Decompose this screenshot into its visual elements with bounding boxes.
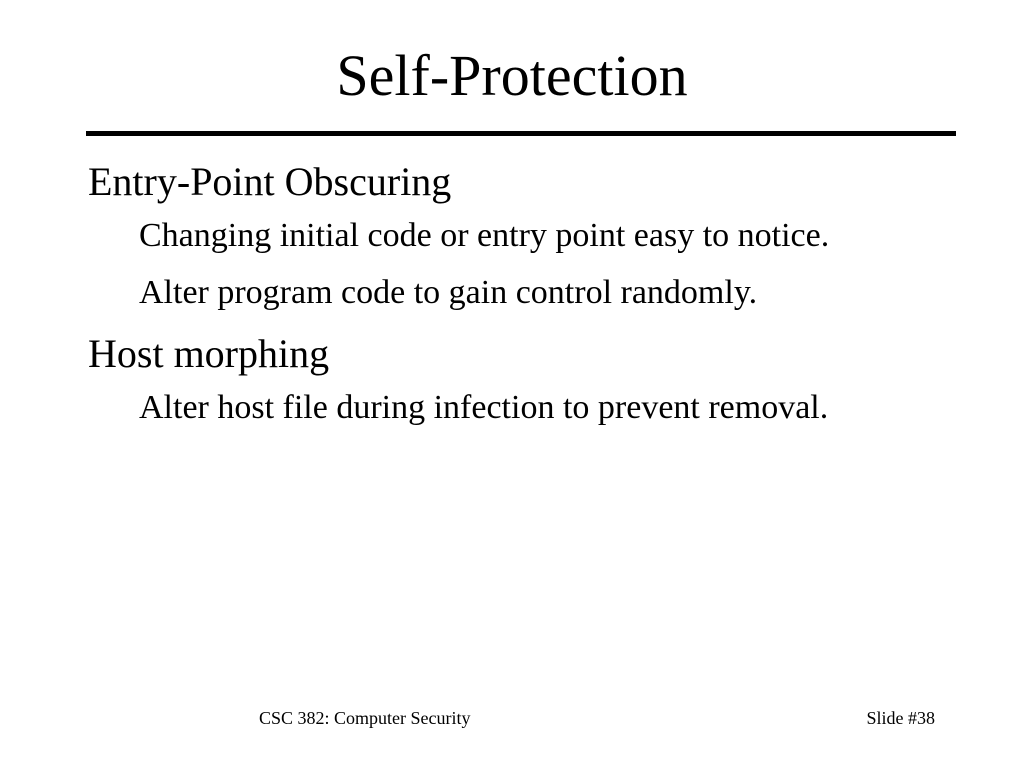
footer-slide-number: Slide #38: [866, 708, 935, 728]
slide-content: [88, 158, 968, 445]
section-heading: Entry-Point Obscuring: [88, 159, 452, 204]
bullet-item: Alter host file during infection to prevent removal.: [139, 389, 829, 426]
bullet-item: Alter program code to gain control randomly.: [139, 274, 758, 311]
title-divider: [86, 131, 956, 136]
bullet-item: Changing initial code or entry point easy to notice.: [139, 217, 830, 254]
slide-title: Self-Protection: [336, 43, 688, 108]
section-heading: Host morphing: [88, 331, 330, 376]
section-host-morphing: [88, 330, 968, 428]
footer-course: CSC 382: Computer Security: [259, 708, 471, 728]
section-entry-point-obscuring: [88, 158, 968, 313]
